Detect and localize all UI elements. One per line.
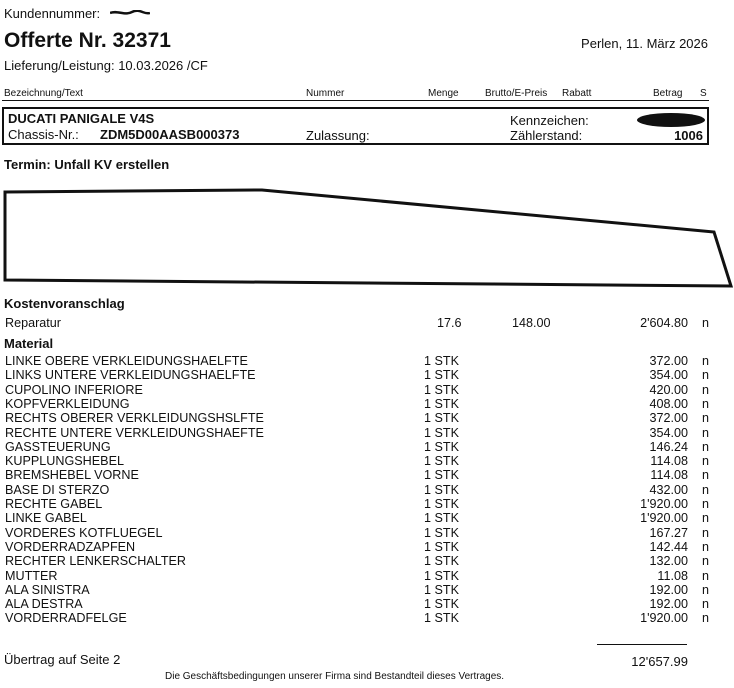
place-date: Perlen, 11. März 2026 [581, 36, 708, 51]
material-s: n [702, 482, 710, 497]
material-qty: 1 STK [424, 582, 459, 597]
material-row [0, 383, 734, 397]
material-qty: 1 STK [424, 554, 459, 569]
material-s: n [702, 439, 710, 454]
registration-label: Zulassung: [306, 128, 370, 143]
estimate-title: Kostenvoranschlag [4, 296, 125, 311]
col-number: Nummer [306, 88, 345, 99]
material-s: n [702, 396, 710, 411]
material-qty: 1 STK [424, 539, 459, 554]
material-qty: 1 STK [424, 525, 459, 540]
material-qty: 1 STK [424, 611, 459, 626]
material-s: n [702, 525, 710, 540]
material-s: n [702, 568, 710, 583]
customer-number-label: Kundennummer: [4, 6, 101, 21]
material-s: n [702, 554, 710, 569]
material-text: LINKE OBERE VERKLEIDUNGSHAELFTE [5, 354, 248, 368]
material-row [0, 540, 734, 554]
delivery-line: Lieferung/Leistung: 10.03.2026 /CF [4, 58, 208, 73]
material-qty: 1 STK [424, 382, 459, 397]
material-row [0, 583, 734, 597]
material-amount: 114.08 [650, 454, 688, 469]
material-text: RECHTE GABEL [5, 497, 103, 511]
material-qty: 1 STK [424, 411, 459, 426]
material-qty: 1 STK [424, 511, 459, 526]
material-s: n [702, 597, 710, 612]
material-text: RECHTS OBERER VERKLEIDUNGSHSLFTE [5, 411, 264, 426]
material-s: n [702, 425, 710, 440]
material-text: ALA SINISTRA [5, 582, 90, 597]
material-s: n [702, 497, 710, 511]
material-row [0, 411, 734, 425]
material-qty: 1 STK [424, 454, 459, 469]
material-row [0, 354, 734, 368]
col-discount: Rabatt [562, 88, 592, 99]
material-qty: 1 STK [424, 468, 459, 483]
material-row [0, 454, 734, 468]
material-s: n [702, 454, 710, 469]
material-row [0, 554, 734, 568]
material-text: RECHTER LENKERSCHALTER [5, 554, 187, 569]
material-row [0, 497, 734, 511]
material-qty: 1 STK [424, 568, 459, 583]
material-amount: 408.00 [649, 396, 688, 411]
material-qty: 1 STK [424, 497, 459, 511]
material-text: VORDERRADZAPFEN [5, 539, 136, 554]
material-row [0, 483, 734, 497]
material-text: VORDERRADFELGE [5, 611, 127, 626]
repair-s: n [702, 316, 710, 330]
material-text: VORDERES KOTFLUEGEL [5, 525, 163, 540]
material-amount: 1'920.00 [640, 611, 688, 626]
plate-label: Kennzeichen: [510, 113, 589, 128]
material-row [0, 440, 734, 454]
appointment: Termin: Unfall KV erstellen [4, 157, 170, 172]
vehicle-model: DUCATI PANIGALE V4S [8, 111, 155, 126]
material-amount: 372.00 [649, 354, 688, 368]
redaction-scribble-plate [636, 112, 706, 128]
material-row [0, 468, 734, 482]
material-amount: 354.00 [649, 425, 688, 440]
material-amount: 142.44 [649, 539, 688, 554]
redaction-scribble-customer-number [110, 10, 150, 16]
material-qty: 1 STK [424, 597, 459, 612]
column-header-rule [2, 100, 709, 101]
material-text: LINKS UNTERE VERKLEIDUNGSHAELFTE [5, 368, 256, 383]
offer-title: Offerte Nr. 32371 [4, 29, 171, 52]
material-amount: 167.27 [649, 525, 688, 540]
material-row [0, 526, 734, 540]
repair-text: Reparatur [5, 316, 62, 330]
material-amount: 192.00 [649, 582, 688, 597]
material-text: LINKE GABEL [5, 511, 87, 526]
material-amount: 11.08 [657, 568, 688, 583]
material-s: n [702, 511, 710, 526]
material-s: n [702, 382, 710, 397]
material-text: KUPPLUNGSHEBEL [5, 454, 124, 469]
material-s: n [702, 611, 710, 626]
material-text: BREMSHEBEL VORNE [5, 468, 139, 483]
material-s: n [702, 582, 710, 597]
chassis-label: Chassis-Nr.: [8, 127, 79, 142]
material-title: Material [4, 336, 54, 351]
sum-rule [597, 644, 687, 645]
material-amount: 192.00 [649, 597, 688, 612]
material-amount: 132.00 [649, 554, 688, 569]
odometer-label: Zählerstand: [510, 128, 583, 143]
material-amount: 354.00 [649, 368, 688, 383]
material-text: GASSTEUERUNG [5, 439, 111, 454]
material-amount: 372.00 [649, 411, 688, 426]
material-row [0, 611, 734, 625]
carry-label: Übertrag auf Seite 2 [4, 652, 121, 667]
col-s: S [700, 88, 707, 99]
material-qty: 1 STK [424, 439, 459, 454]
material-qty: 1 STK [424, 425, 459, 440]
material-s: n [702, 354, 710, 368]
material-qty: 1 STK [424, 482, 459, 497]
material-text: ALA DESTRA [5, 597, 83, 612]
material-qty: 1 STK [424, 396, 459, 411]
material-s: n [702, 368, 710, 383]
material-row [0, 569, 734, 583]
repair-amount: 2'604.80 [640, 316, 688, 330]
material-qty: 1 STK [424, 368, 459, 383]
odometer-value: 1006 [674, 128, 703, 143]
material-amount: 1'920.00 [640, 497, 688, 511]
material-row [0, 368, 734, 382]
material-text: BASE DI STERZO [5, 482, 110, 497]
material-s: n [702, 411, 710, 426]
material-row [0, 426, 734, 440]
chassis-number: ZDM5D00AASB000373 [100, 127, 240, 142]
material-text: MUTTER [5, 568, 58, 583]
material-s: n [702, 539, 710, 554]
col-unit-price: Brutto/E-Preis [485, 88, 548, 99]
col-quantity: Menge [428, 88, 459, 99]
redaction-outline-block [0, 180, 734, 292]
terms-note: Die Geschäftsbedingungen unserer Firma sind Bestandteil dieses Vertrages. [165, 671, 505, 682]
repair-price: 148.00 [512, 316, 551, 330]
repair-qty: 17.6 [437, 316, 462, 330]
material-row [0, 511, 734, 525]
material-text: KOPFVERKLEIDUNG [5, 396, 130, 411]
material-row [0, 597, 734, 611]
material-text: CUPOLINO INFERIORE [5, 382, 143, 397]
repair-row [0, 316, 734, 330]
material-qty: 1 STK [424, 354, 459, 368]
material-row [0, 397, 734, 411]
material-s: n [702, 468, 710, 483]
material-amount: 114.08 [650, 468, 688, 483]
material-amount: 1'920.00 [640, 511, 688, 526]
col-description: Bezeichnung/Text [4, 88, 83, 99]
col-amount: Betrag [653, 88, 683, 99]
material-amount: 420.00 [649, 382, 688, 397]
carry-amount: 12'657.99 [631, 654, 688, 669]
material-amount: 146.24 [649, 439, 688, 454]
material-amount: 432.00 [649, 482, 688, 497]
material-text: RECHTE UNTERE VERKLEIDUNGSHAEFTE [5, 425, 264, 440]
